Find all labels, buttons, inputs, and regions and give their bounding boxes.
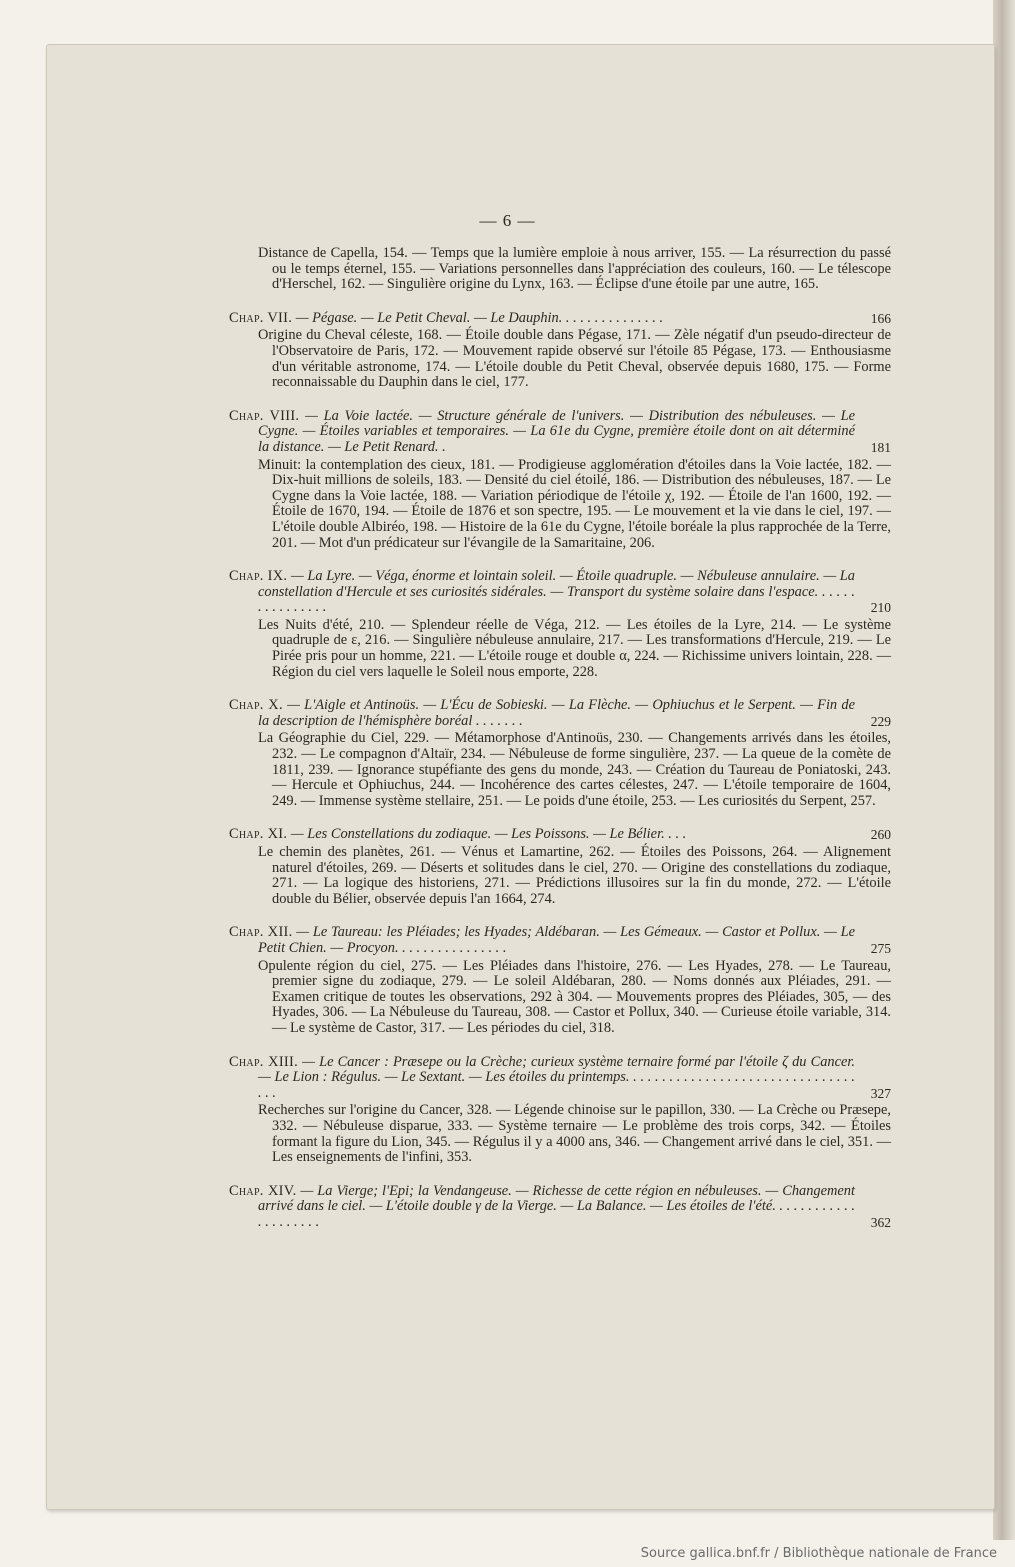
chapter-title: — Le Taureau: les Pléiades; les Hyades; Aldébaran. — Les Gémeaux. — Castor et Pollux. — Le Petit Chien. — Procyon. . . . . . . . . . . . . . . .	[258, 924, 855, 956]
chapter-label: Chap. VII.	[229, 309, 293, 326]
chapter-page-number: 181	[870, 439, 891, 455]
chapter-entry	[229, 1055, 891, 1166]
chapter-title: — La Vierge; l'Epi; la Vendangeuse. — Richesse de cette région en nébuleuses. — Changement arrivé dans le ciel. — L'étoile double γ de la Vierge. — La Balance. — Les étoiles de l'été. . . . . . . . . . . . . . . . . . . . .	[258, 1182, 855, 1230]
chapter-summary: Les Nuits d'été, 210. — Splendeur réelle de Véga, 212. — Les étoiles de la Lyre, 214. — Le système quadruple de ε, 216. — Singulière nébuleuse annulaire, 217. — Les transformations d'Hercule, 219. — Le Pirée pris pour un homme, 221. — L'étoile rouge et double α, 224. — Richissime univers lointain, 228. — Région du ciel vers laquelle le Soleil nous emporte, 228.	[258, 616, 891, 680]
chapter-label: Chap. XIV.	[229, 1182, 297, 1199]
chapter-heading	[229, 1055, 891, 1102]
chapter-heading	[229, 827, 891, 843]
chapter-page-number: 275	[870, 940, 891, 956]
chapter-label: Chap. XII.	[229, 924, 293, 941]
chapter-page-number: 327	[870, 1085, 891, 1101]
chapter-entry	[229, 409, 891, 551]
intro-entry	[229, 246, 891, 293]
chapter-page-number: 260	[870, 827, 891, 843]
chapter-title: — Les Constellations du zodiaque. — Les Poissons. — Le Bélier. . . .	[290, 826, 687, 843]
chapter-entry	[229, 1184, 891, 1231]
intro-paragraph: Distance de Capella, 154. — Temps que la lumière emploie à nous arriver, 155. — La résurrection du passé ou le temps éternel, 155. — Variations personnelles dans l'appréciation des couleurs, 160. — Le télescope d'Herschel, 162. — Singulière origine du Lynx, 163. — Éclipse d'une étoile par une autre, 165.	[258, 245, 891, 293]
page-number: — 6 —	[479, 211, 536, 230]
chapter-heading	[229, 409, 891, 456]
chapter-heading-text	[229, 698, 855, 729]
chapter-heading	[229, 311, 891, 327]
source-credit: Source gallica.bnf.fr / Bibliothèque nationale de France	[640, 1546, 997, 1561]
chapter-entry	[229, 569, 891, 680]
chapter-entry	[229, 311, 891, 391]
table-of-contents	[229, 244, 891, 1248]
chapter-heading-text	[229, 569, 855, 616]
chapter-summary: Origine du Cheval céleste, 168. — Étoile double dans Pégase, 171. — Zèle négatif d'un pseudo-directeur de l'Observatoire de Paris, 172. — Mouvement rapide observé sur l'étoile 85 Pégase, 173. — Enthousiasme d'un véritable astronome, 174. — L'étoile double du Petit Cheval, observée depuis 1680, 175. — Forme reconnaissable du Dauphin dans le ciel, 177.	[258, 327, 891, 391]
chapter-entry	[229, 827, 891, 907]
chapter-label: Chap. XIII.	[229, 1053, 298, 1070]
chapter-page-number: 166	[870, 310, 891, 326]
chapter-page-number: 229	[870, 713, 891, 729]
chapter-heading-text	[229, 1055, 855, 1102]
chapter-entry	[229, 925, 891, 1036]
chapter-heading	[229, 925, 891, 956]
chapter-heading-text	[229, 827, 855, 843]
chapter-summary: Opulente région du ciel, 275. — Les Pléiades dans l'histoire, 276. — Les Hyades, 278. — Le Taureau, premier signe du zodiaque, 279. — Le soleil Aldébaran, 280. — Noms donnés aux Pléiades, 291. — Examen critique de toutes les observations, 292 à 304. — Mouvements propres des Pléiades, 305, — des Hyades, 306. — La Nébuleuse du Taureau, 308. — Castor et Pollux, 340. — Curieuse étoile variable, 314. — Le système de Castor, 317. — Les périodes du ciel, 318.	[258, 957, 891, 1036]
chapter-label: Chap. IX.	[229, 568, 288, 585]
chapter-page-number: 210	[870, 600, 891, 616]
chapter-title: — La Voie lactée. — Structure générale de l'univers. — Distribution des nébuleuses. — Le Cygne. — Étoiles variables et temporaires. — La 61e du Cygne, première étoile dont on ait déterminé la distance. — Le Petit Renard. .	[258, 407, 855, 455]
chapter-summary: Le chemin des planètes, 261. — Vénus et Lamartine, 262. — Étoiles des Poissons, 264. — Alignement naturel d'étoiles, 269. — Déserts et solitudes dans le ciel, 270. — Origine des constellations du zodiaque, 271. — La logique des historiens, 271. — Prédictions illusoires sur la fin du monde, 272. — L'étoile double du Bélier, observée depuis l'an 1664, 274.	[258, 844, 891, 907]
chapter-title: — L'Aigle et Antinoüs. — L'Écu de Sobieski. — La Flèche. — Ophiuchus et le Serpent. — Fin de la description de l'hémisphère boréal . . . . . . .	[258, 697, 855, 729]
chapter-label: Chap. X.	[229, 697, 283, 714]
chapter-summary: Minuit: la contemplation des cieux, 181. — Prodigieuse agglomération d'étoiles dans la Voie lactée, 182. — Dix-huit millions de soleils, 183. — Densité du ciel étoilé, 186. — Distribution des nébuleuses, 187. — Le Cygne dans la Voie lactée, 188. — Variation périodique de l'étoile χ, 192. — Étoile de l'an 1600, 192. — Étoile de 1670, 194. — Étoile de 1876 et son spectre, 195. — Le mouvement et la vie dans le ciel, 197. — L'étoile double Albiréo, 198. — Histoire de la 61e du Cygne, l'étoile boréale la plus rapprochée de la Terre, 201. — Mot d'un prédicateur sur l'évangile de la Samaritaine, 206.	[258, 456, 891, 551]
chapter-heading	[229, 1184, 891, 1231]
chapter-summary: La Géographie du Ciel, 229. — Métamorphose d'Antinoüs, 230. — Changements arrivés dans les étoiles, 232. — Le compagnon d'Altaïr, 234. — Nébuleuse de forme singulière, 237. — La queue de la comète de 1811, 239. — Ignorance stupéfiante des gens du monde, 243. — Création du Taureau de Poniatoski, 243. — Hercule et Ophiuchus, 244. — Incohérence des cartes célestes, 247. — L'étoile temporaire de 1604, 249. — Immense système stellaire, 251. — Le poids d'une étoile, 253. — Les curiosités du Serpent, 257.	[258, 730, 891, 809]
chapter-heading-text	[229, 925, 855, 956]
chapter-entry	[229, 698, 891, 809]
chapter-heading-text	[229, 409, 855, 456]
chapter-heading-text	[229, 1184, 855, 1231]
chapter-title: — Le Cancer : Præsepe ou la Crèche; curieux système ternaire formé par l'étoile ζ du Cancer. — Le Lion : Régulus. — Le Sextant. — Les étoiles du printemps. . . . . . . . . . . . . . . . . . . . . . . . . . . . . . . . . . .	[258, 1053, 855, 1101]
chapter-heading	[229, 569, 891, 616]
chapter-list	[229, 311, 891, 1231]
chapter-summary: Recherches sur l'origine du Cancer, 328. — Légende chinoise sur le papillon, 330. — La Crèche ou Præsepe, 332. — Nébuleuse disparue, 333. — Système ternaire — Le problème des trois corps, 342. — Étoiles formant la figure du Lion, 345. — Régulus il y a 4000 ans, 346. — Changement arrivé dans le ciel, 351. — Les enseignements de l'infini, 353.	[258, 1102, 891, 1166]
chapter-label: Chap. XI.	[229, 826, 288, 843]
chapter-title: — Pégase. — Le Petit Cheval. — Le Dauphin. . . . . . . . . . . . . . .	[295, 309, 664, 326]
chapter-title: — La Lyre. — Véga, énorme et lointain soleil. — Étoile quadruple. — Nébuleuse annulaire. — La constellation d'Hercule et ses curiosités sidérales. — Transport du système solaire dans l'espace. . . . . . . . . . . . . . . .	[258, 568, 855, 616]
facing-page-edge	[993, 0, 1015, 1540]
chapter-page-number: 362	[870, 1214, 891, 1230]
chapter-heading	[229, 698, 891, 729]
chapter-label: Chap. VIII.	[229, 407, 300, 424]
chapter-heading-text	[229, 311, 855, 327]
